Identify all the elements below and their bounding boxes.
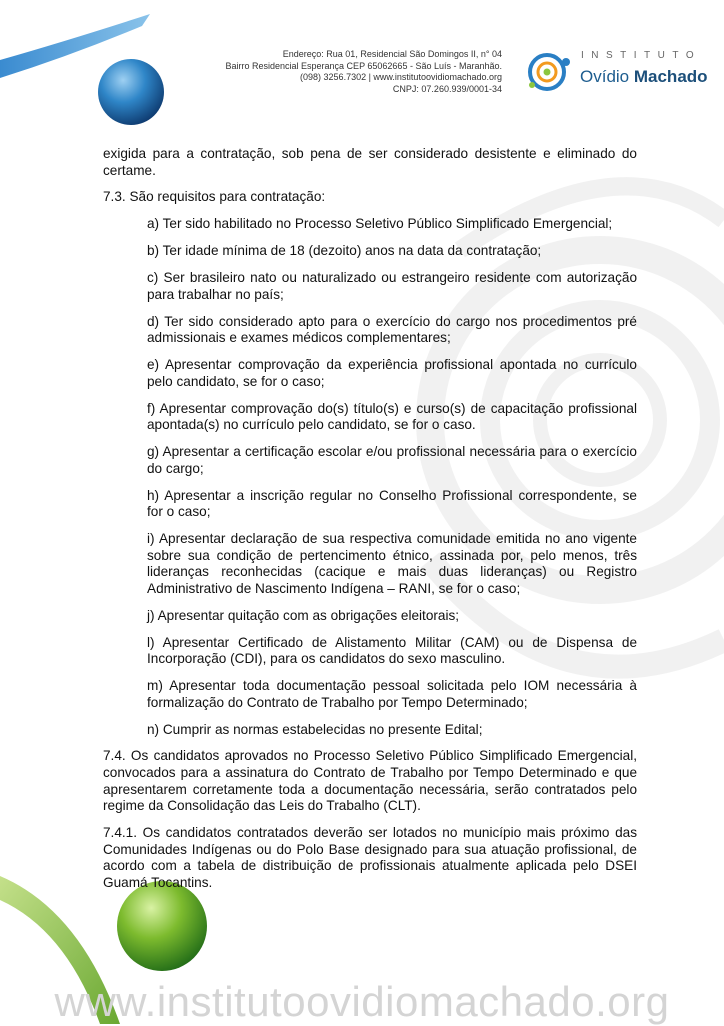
requirement-item: l) Apresentar Certificado de Alistamento Militar (CAM) ou de Dispensa de Incorporação (CDI), para os candidatos do sexo masculino. (147, 634, 637, 667)
institute-logo (524, 49, 709, 94)
requirement-item: g) Apresentar a certificação escolar e/ou profissional necessária para o exercício do cargo; (147, 444, 637, 476)
requirement-item: h) Apresentar a inscrição regular no Conselho Profissional correspondente, se for o caso; (147, 487, 637, 520)
requirement-item: c) Ser brasileiro nato ou naturalizado ou estrangeiro residente com autorização para trabalhar no país; (147, 270, 637, 302)
address-line: (098) 3256.7302 | www.institutoovidiomachado.org (300, 72, 502, 83)
paragraph: 7.4. Os candidatos aprovados no Processo Seletivo Público Simplificado Emergencial, convocados para a assinatura do Contrato de Trabalho por Tempo Determinado e que apresentarem corretamente toda a documentação necessária, serão contratados pelo regime da Consolidação das Leis do Trabalho (CLT). (103, 748, 637, 814)
logo-name-regular: Ovídio (580, 67, 634, 86)
footer-website-url: www.institutoovidiomachado.org (54, 978, 670, 1025)
requirement-item: i) Apresentar declaração de sua respectiva comunidade emitida no ano vigente sobre sua condição de pertencimento étnico, assinada por, pelo menos, três lideranças reconhecidas (cacique e mais duas lideranças) ou Registro Administrativo de Nascimento Indígena – RANI, se for o caso; (147, 531, 637, 596)
requirement-item: f) Apresentar comprovação do(s) título(s) e curso(s) de capacitação profissional apontada(s) no currículo pelo candidato, se for o caso. (147, 400, 637, 433)
paragraph: exigida para a contratação, sob pena de ser considerado desistente e eliminado do certame. (103, 146, 637, 178)
logo-institute-label: INSTITUTO (581, 50, 702, 61)
requirement-item: b) Ter idade mínima de 18 (dezoito) anos na data da contratação; (147, 243, 542, 259)
requirement-item: d) Ter sido considerado apto para o exercício do cargo nos procedimentos pré admissionais e exames médicos complementares; (147, 313, 637, 346)
address-line: CNPJ: 07.260.939/0001-34 (392, 83, 502, 94)
address-line: Endereço: Rua 01, Residencial São Domingos II, n° 04 (282, 49, 502, 59)
logo-name (580, 67, 708, 87)
requirement-item: j) Apresentar quitação com as obrigações eleitorais; (147, 607, 460, 623)
blue-sphere (98, 59, 164, 125)
paragraph: 7.3. São requisitos para contratação: (103, 189, 326, 205)
requirement-item: m) Apresentar toda documentação pessoal solicitada pelo IOM necessária à formalização do Contrato de Trabalho por Tempo Determinado; (147, 678, 637, 710)
requirement-item: a) Ter sido habilitado no Processo Seletivo Público Simplificado Emergencial; (147, 216, 613, 232)
logo-emblem-icon (524, 51, 576, 93)
paragraph: 7.4.1. Os candidatos contratados deverão ser lotados no município mais próximo das Comunidades Indígenas ou do Polo Base designado para sua atuação profissional, de acordo com a tabela de distribuição de profissionais atualmente aplicada pelo DSEI Guamá Tocantins. (103, 825, 637, 890)
requirement-item: e) Apresentar comprovação da experiência profissional apontada no currículo pelo candidato, se for o caso; (147, 357, 637, 389)
logo-name-bold: Machado (633, 67, 708, 86)
header-address (190, 49, 502, 95)
document-body (103, 146, 637, 902)
requirement-item: n) Cumprir as normas estabelecidas no presente Edital; (147, 721, 483, 737)
address-line: Bairro Residencial Esperança CEP 65062665 - São Luís - Maranhão. (225, 60, 502, 71)
